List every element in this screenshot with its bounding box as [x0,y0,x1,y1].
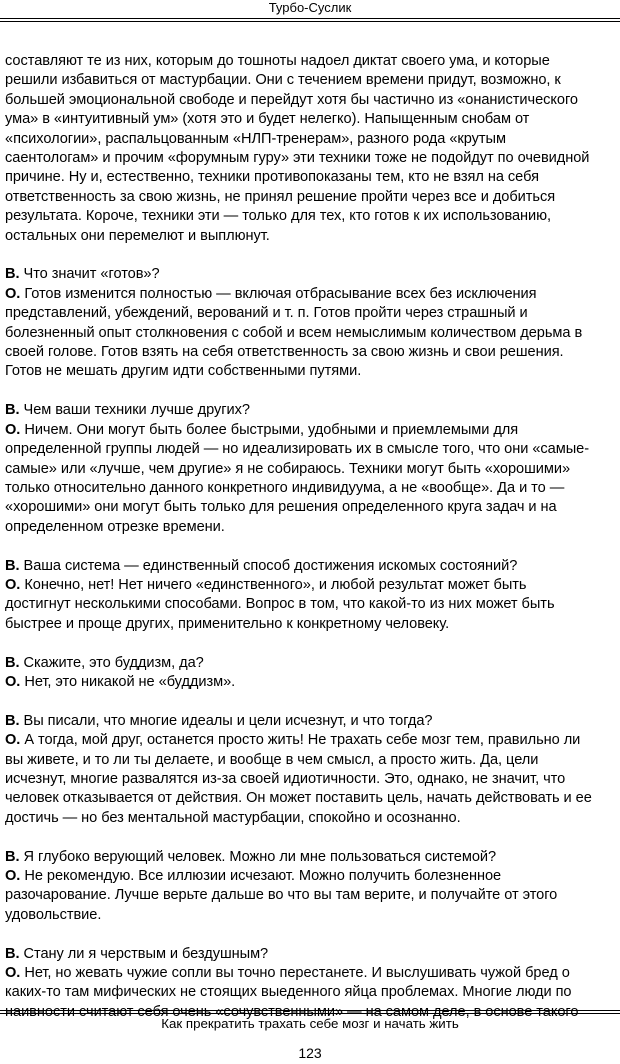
question-label: В. [5,945,20,962]
answer-line [5,867,617,886]
text-line: составляют те из них, которым до тошноты надоел диктат своего ума, и которые [5,53,550,69]
answer-line: вы живете, и то ли ты делаете, и вообще в чем смысл, а просто жить. Да, цели [5,751,539,768]
page-number: 123 [298,1045,322,1061]
text-line: большей эмоциональной свободе и перейдут хотя бы частично из «онанистического [5,91,578,108]
question-text: Я глубоко верующий человек. Можно ли мне пользоваться системой? [23,848,497,865]
question-line [5,557,617,576]
qa-block [5,265,617,381]
question-line [5,848,617,867]
text-line: решили избавиться от мастурбации. Они с течением времени придут, возможно, к [5,72,561,89]
answer-line: быстрее и проще других, применительно к конкретному человеку. [5,615,450,632]
question-label: В. [5,654,20,671]
answer-line: исчезнут, многие развалятся из-за своей идиотичности. Это, однако, не значит, что [5,770,566,787]
answer-label: О. [5,576,21,593]
text-line: результата. Короче, техники эти — только для тех, кто готов к их использованию, [5,208,552,225]
text-line: саентологам» и прочим «форумным гуру» эти техники тоже не подойдут по очевидной [5,150,590,167]
text-line: причине. Ну и, естественно, техники противопоказаны тем, кто не взял на себя [5,169,539,186]
page-body [5,52,617,1022]
answer-line [5,576,617,595]
answer-line: только относительно данного конкретного индивидуума, а не «вообще». Да и то — [5,479,565,496]
question-line [5,945,617,964]
answer-line: Готов не мешать другим идти собственными путями. [5,363,362,380]
answer-line: достигнут несколькими способами. Вопрос в том, что какой-то из них может быть [5,596,555,613]
answer-text: Готов изменится полностью — включая отбрасывание всех без исключения [24,285,537,302]
question-line [5,265,617,284]
answer-line: каких-то там мифических не стоящих выеденного яйца проблемах. Многие люди по [5,984,572,1001]
text-line: ума» в «интуитивный ум» (хотя это и будет нелегко). Напыщенным снобам от [5,111,530,128]
answer-line [5,285,617,304]
question-line [5,712,617,731]
answer-text: Нет, но жевать чужие сопли вы точно перестанете. И выслушивать чужой бред о [24,964,570,981]
answer-line [5,731,617,750]
qa-block [5,712,617,828]
running-footer [0,1016,620,1032]
question-label: В. [5,557,20,574]
text-line: ответственность за свою жизнь, не принял решение пройти через все и добиться [5,188,556,205]
answer-line: своей голове. Готов взять на себя ответственность за свою жизнь и свои решения. [5,344,564,361]
question-line [5,654,617,673]
answer-label: О. [5,732,21,749]
answer-line: наивности считают себя очень «сочувственными» — на самом деле, в основе такого [5,1003,579,1020]
footer-rule-top [0,1010,620,1011]
answer-label: О. [5,964,21,981]
header-rule-bottom [0,21,620,22]
answer-line: достичь — но без ментальной мастурбации, спокойно и осознанно. [5,809,461,826]
answer-line: удовольствие. [5,906,102,923]
question-text: Ваша система — единственный способ достижения искомых состояний? [23,557,518,574]
text-line: остальных они перемелют и выплюнут. [5,227,270,244]
qa-block [5,557,617,635]
question-label: В. [5,712,20,729]
answer-line [5,964,617,983]
question-label: В. [5,402,20,419]
header-title: Турбо-Суслик [268,0,352,15]
text-line: «психологии», распальцованным «НЛП-тренерам», разного рода «крутым [5,130,506,147]
question-line [5,401,617,420]
answer-line: болезненный опыт столкновения с собой и всем немыслимым количеством дерьма в [5,324,583,341]
footer-book-title: Как прекратить трахать себе мозг и начать жить [161,1016,459,1031]
answer-line: человек отказывается от действия. Он может поставить цель, начать действовать и ее [5,790,592,807]
question-text: Скажите, это буддизм, да? [23,654,204,671]
answer-line: разочарование. Лучше верьте дальше во что вы там верите, и получайте от этого [5,887,558,904]
running-header [0,0,620,18]
qa-block [5,848,617,926]
answer-line [5,421,617,440]
answer-line: определенном отрезке времени. [5,518,225,535]
footer-rule-bottom [0,1013,620,1014]
question-text: Стану ли я черствым и бездушным? [23,945,269,962]
answer-label: О. [5,285,21,302]
answer-text: А тогда, мой друг, останется просто жить! Не трахать себе мозг тем, правильно ли [24,732,581,749]
answer-line [5,673,617,692]
answer-text: Нет, это никакой не «буддизм». [24,673,236,690]
answer-label: О. [5,421,21,438]
header-rule-top [0,18,620,19]
answer-label: О. [5,867,21,884]
answer-line: определенной группы людей — но идеализировать их в смысле того, что они «самые- [5,441,590,458]
answer-text: Конечно, нет! Нет ничего «единственного», и любой результат может быть [24,576,527,593]
answer-text: Не рекомендую. Все иллюзии исчезают. Можно получить болезненное [24,867,502,884]
answer-line: самые» или «лучше, чем другие» я не собираюсь. Техники могут быть «хорошими» [5,460,571,477]
question-label: В. [5,848,20,865]
question-text: Что значит «готов»? [23,266,160,283]
question-label: В. [5,266,20,283]
qa-block [5,401,617,537]
answer-line: «хорошими» они могут быть только для решения определенного круга задач и на [5,499,557,516]
answer-text: Ничем. Они могут быть более быстрыми, удобными и приемлемыми для [24,421,519,438]
question-text: Вы писали, что многие идеалы и цели исчезнут, и что тогда? [23,712,433,729]
answer-label: О. [5,673,21,690]
question-text: Чем ваши техники лучше других? [23,402,250,419]
answer-line: представлений, убеждений, верований и т. п. Готов пройти через страшный и [5,305,528,322]
intro-paragraph [5,52,617,246]
qa-block [5,654,617,693]
